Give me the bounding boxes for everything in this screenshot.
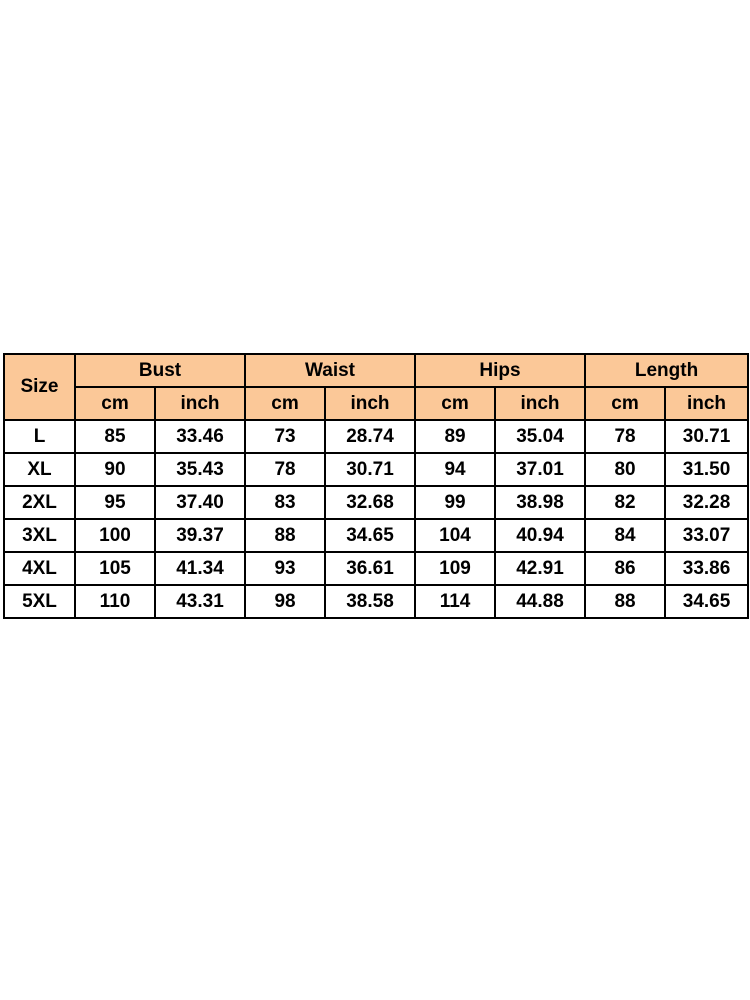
length-cm-cell: 78: [585, 420, 665, 453]
length-inch-cell: 33.86: [665, 552, 748, 585]
unit-header: inch: [155, 387, 245, 420]
size-cell: 2XL: [4, 486, 75, 519]
hips-cm-cell: 109: [415, 552, 495, 585]
header-row-units: [4, 387, 748, 420]
table-row: [4, 486, 748, 519]
waist-inch-cell: 32.68: [325, 486, 415, 519]
length-cm-cell: 80: [585, 453, 665, 486]
length-header: Length: [585, 354, 748, 387]
unit-header: cm: [585, 387, 665, 420]
hips-inch-cell: 35.04: [495, 420, 585, 453]
table-row: [4, 585, 748, 618]
hips-header: Hips: [415, 354, 585, 387]
unit-header: cm: [75, 387, 155, 420]
bust-inch-cell: 41.34: [155, 552, 245, 585]
waist-cm-cell: 98: [245, 585, 325, 618]
bust-cm-cell: 105: [75, 552, 155, 585]
length-cm-cell: 84: [585, 519, 665, 552]
size-chart-table: [3, 353, 749, 619]
table-row: [4, 552, 748, 585]
length-inch-cell: 32.28: [665, 486, 748, 519]
length-inch-cell: 30.71: [665, 420, 748, 453]
table-row: [4, 519, 748, 552]
hips-cm-cell: 114: [415, 585, 495, 618]
unit-header: inch: [325, 387, 415, 420]
unit-header: inch: [665, 387, 748, 420]
size-cell: 4XL: [4, 552, 75, 585]
size-cell: XL: [4, 453, 75, 486]
waist-inch-cell: 28.74: [325, 420, 415, 453]
length-cm-cell: 88: [585, 585, 665, 618]
hips-inch-cell: 38.98: [495, 486, 585, 519]
bust-cm-cell: 110: [75, 585, 155, 618]
waist-inch-cell: 30.71: [325, 453, 415, 486]
hips-cm-cell: 89: [415, 420, 495, 453]
bust-inch-cell: 33.46: [155, 420, 245, 453]
unit-header: cm: [245, 387, 325, 420]
waist-inch-cell: 34.65: [325, 519, 415, 552]
bust-cm-cell: 85: [75, 420, 155, 453]
hips-inch-cell: 40.94: [495, 519, 585, 552]
length-inch-cell: 34.65: [665, 585, 748, 618]
hips-inch-cell: 42.91: [495, 552, 585, 585]
size-cell: 5XL: [4, 585, 75, 618]
size-cell: L: [4, 420, 75, 453]
size-cell: 3XL: [4, 519, 75, 552]
waist-cm-cell: 88: [245, 519, 325, 552]
waist-cm-cell: 93: [245, 552, 325, 585]
waist-cm-cell: 78: [245, 453, 325, 486]
bust-inch-cell: 39.37: [155, 519, 245, 552]
unit-header: inch: [495, 387, 585, 420]
size-header: Size: [4, 354, 75, 420]
bust-cm-cell: 95: [75, 486, 155, 519]
waist-cm-cell: 73: [245, 420, 325, 453]
header-row-groups: [4, 354, 748, 387]
table-row: [4, 453, 748, 486]
bust-inch-cell: 43.31: [155, 585, 245, 618]
bust-inch-cell: 35.43: [155, 453, 245, 486]
waist-header: Waist: [245, 354, 415, 387]
bust-header: Bust: [75, 354, 245, 387]
waist-cm-cell: 83: [245, 486, 325, 519]
length-cm-cell: 86: [585, 552, 665, 585]
hips-cm-cell: 99: [415, 486, 495, 519]
hips-cm-cell: 104: [415, 519, 495, 552]
unit-header: cm: [415, 387, 495, 420]
waist-inch-cell: 36.61: [325, 552, 415, 585]
length-inch-cell: 33.07: [665, 519, 748, 552]
bust-cm-cell: 100: [75, 519, 155, 552]
length-inch-cell: 31.50: [665, 453, 748, 486]
hips-cm-cell: 94: [415, 453, 495, 486]
length-cm-cell: 82: [585, 486, 665, 519]
hips-inch-cell: 44.88: [495, 585, 585, 618]
table-row: [4, 420, 748, 453]
bust-inch-cell: 37.40: [155, 486, 245, 519]
hips-inch-cell: 37.01: [495, 453, 585, 486]
bust-cm-cell: 90: [75, 453, 155, 486]
waist-inch-cell: 38.58: [325, 585, 415, 618]
